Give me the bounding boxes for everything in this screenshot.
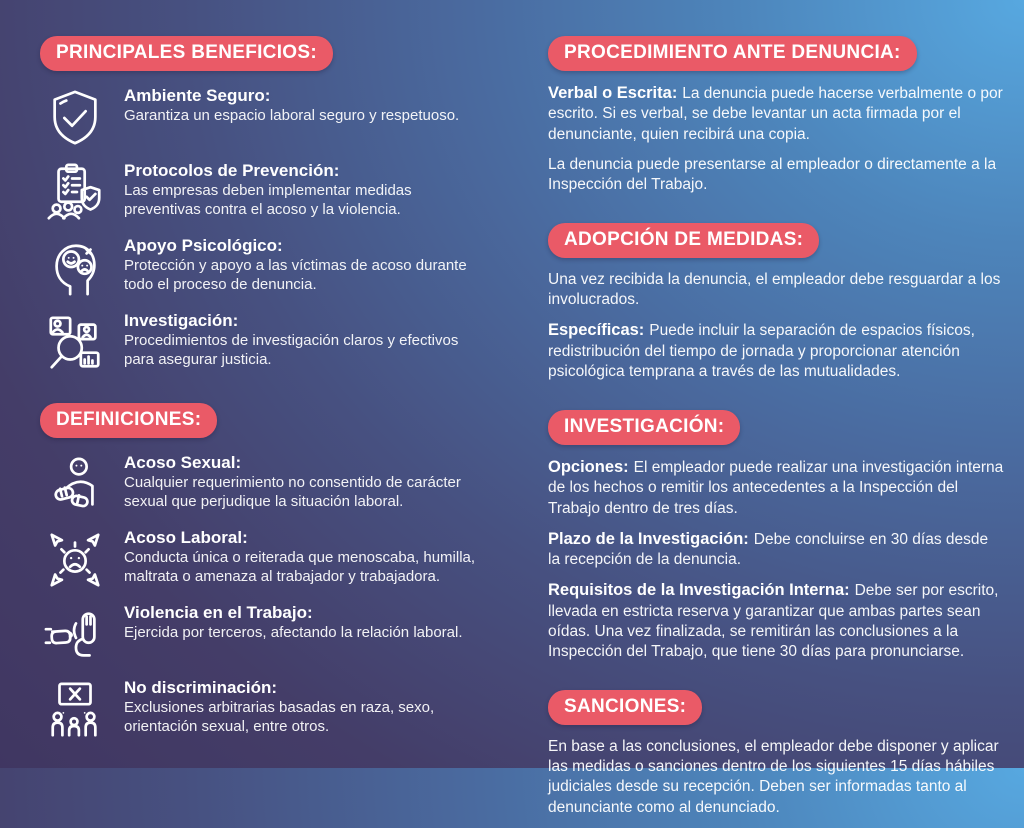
paragraph-text: Puede incluir la separación de espacios físicos, redistribución del tiempo de jornada y proporcionar atención psicológica temprana a través de las mutualidades. bbox=[548, 322, 975, 380]
section-paragraphs bbox=[548, 457, 1004, 662]
left-column bbox=[40, 36, 488, 752]
item-body: Cualquier requerimiento no consentido de carácter sexual que perjudique la situación laboral. bbox=[124, 474, 461, 511]
item-text bbox=[124, 310, 476, 369]
section-header-label: SANCIONES: bbox=[564, 696, 687, 718]
section-paragraphs bbox=[548, 270, 1004, 382]
section-header-procedimiento bbox=[548, 36, 917, 71]
paragraph bbox=[548, 580, 1004, 662]
no-discrimination-icon bbox=[44, 679, 108, 741]
item-text bbox=[124, 160, 476, 219]
list-item bbox=[40, 85, 488, 149]
section-header-adopcion-medidas bbox=[548, 223, 819, 258]
list-item bbox=[40, 310, 488, 374]
item-title: Violencia en el Trabajo: bbox=[124, 603, 313, 622]
harassment-person-icon bbox=[44, 454, 108, 516]
item-text bbox=[124, 85, 476, 125]
paragraph bbox=[548, 737, 1004, 818]
paragraph-text: En base a las conclusiones, el empleador debe disponer y aplicar las medidas o sanciones dentro de los siguientes 15 días hábiles judiciales desde su recepción. Deben ser informadas tanto al denunciante como al denunciado. bbox=[548, 738, 999, 816]
psychology-head-icon bbox=[44, 237, 108, 299]
item-title: Acoso Sexual: bbox=[124, 453, 242, 472]
paragraph-text: Debe ser por escrito, llevada en estricta reserva y garantizar que ambas partes sean oídas. Una vez finalizada, se remitirán las conclusiones a la Inspección del Trabajo, que tiene 30 días para pronunciarse. bbox=[548, 582, 999, 661]
paragraph-lead: Plazo de la Investigación: bbox=[548, 529, 749, 548]
paragraph-text: La denuncia puede hacerse verbalmente o por escrito. Si es verbal, se debe levantar un acta firmada por el denunciante, quien recibirá una copia. bbox=[548, 85, 1003, 143]
section-header-label: DEFINICIONES: bbox=[56, 409, 202, 430]
item-text bbox=[124, 527, 476, 586]
list-item bbox=[40, 602, 488, 666]
paragraph bbox=[548, 155, 1004, 195]
item-title: Investigación: bbox=[124, 311, 239, 330]
item-title: Acoso Laboral: bbox=[124, 528, 248, 547]
paragraph bbox=[548, 529, 1004, 571]
right-column bbox=[548, 36, 1004, 828]
item-title: No discriminación: bbox=[124, 678, 278, 697]
section-header-label: PRINCIPALES BENEFICIOS: bbox=[56, 42, 317, 63]
item-body: Exclusiones arbitrarias basadas en raza, sexo, orientación sexual, entre otros. bbox=[124, 699, 435, 736]
investigation-magnifier-icon bbox=[44, 312, 108, 374]
item-text bbox=[124, 602, 476, 642]
paragraph bbox=[548, 457, 1004, 519]
paragraph-text: Debe concluirse en 30 días desde la recepción de la denuncia. bbox=[548, 530, 989, 569]
item-text bbox=[124, 677, 476, 736]
paragraph-lead: Verbal o Escrita: bbox=[548, 84, 678, 102]
section-header-definiciones bbox=[40, 403, 217, 438]
paragraph-text: La denuncia puede presentarse al empleador o directamente a la Inspección del Trabajo. bbox=[548, 155, 997, 193]
shield-check-icon bbox=[44, 87, 108, 149]
definitions-list bbox=[40, 452, 488, 741]
list-item bbox=[40, 235, 488, 299]
list-item bbox=[40, 677, 488, 741]
section-header-label: INVESTIGACIÓN: bbox=[564, 416, 725, 437]
checklist-shield-people-icon bbox=[44, 162, 108, 224]
paragraph-text: Una vez recibida la denuncia, el empleador debe resguardar a los involucrados. bbox=[548, 271, 1001, 309]
paragraph bbox=[548, 270, 1004, 310]
item-body: Las empresas deben implementar medidas preventivas contra el acoso y la violencia. bbox=[124, 182, 412, 219]
benefits-list bbox=[40, 85, 488, 374]
item-body: Garantiza un espacio laboral seguro y respetuoso. bbox=[124, 107, 460, 125]
section-paragraphs bbox=[548, 737, 1004, 818]
paragraph-lead: Específicas: bbox=[548, 321, 645, 340]
list-item bbox=[40, 452, 488, 516]
paragraph-text: El empleador puede realizar una investigación interna de los hechos o remitir los antecedentes a la Inspección del Trabajo dentro de tres días. bbox=[548, 459, 1004, 517]
item-body: Conducta única o reiterada que menoscaba, humilla, maltrata o amenaza al trabajador y trabajadora. bbox=[124, 549, 476, 586]
paragraph bbox=[548, 83, 1004, 145]
section-header-label: ADOPCIÓN DE MEDIDAS: bbox=[564, 229, 804, 250]
item-text bbox=[124, 235, 476, 294]
item-title: Ambiente Seguro: bbox=[124, 86, 271, 105]
item-body: Ejercida por terceros, afectando la relación laboral. bbox=[124, 624, 463, 642]
section-header-label: PROCEDIMIENTO ANTE DENUNCIA: bbox=[564, 42, 901, 63]
sad-face-cursors-icon bbox=[44, 529, 108, 591]
list-item bbox=[40, 527, 488, 591]
section-paragraphs bbox=[548, 83, 1004, 195]
item-body: Protección y apoyo a las víctimas de acoso durante todo el proceso de denuncia. bbox=[124, 257, 467, 294]
item-title: Apoyo Psicológico: bbox=[124, 236, 283, 255]
paragraph bbox=[548, 320, 1004, 382]
section-header-investigacion bbox=[548, 410, 740, 445]
paragraph-lead: Requisitos de la Investigación Interna: bbox=[548, 581, 850, 600]
fist-stop-hand-icon bbox=[44, 604, 108, 666]
section-header-principales-beneficios bbox=[40, 36, 333, 71]
item-body: Procedimientos de investigación claros y efectivos para asegurar justicia. bbox=[124, 332, 459, 369]
item-title: Protocolos de Prevención: bbox=[124, 161, 340, 180]
paragraph-lead: Opciones: bbox=[548, 458, 629, 476]
item-text bbox=[124, 452, 476, 511]
section-header-sanciones bbox=[548, 690, 702, 725]
list-item bbox=[40, 160, 488, 224]
